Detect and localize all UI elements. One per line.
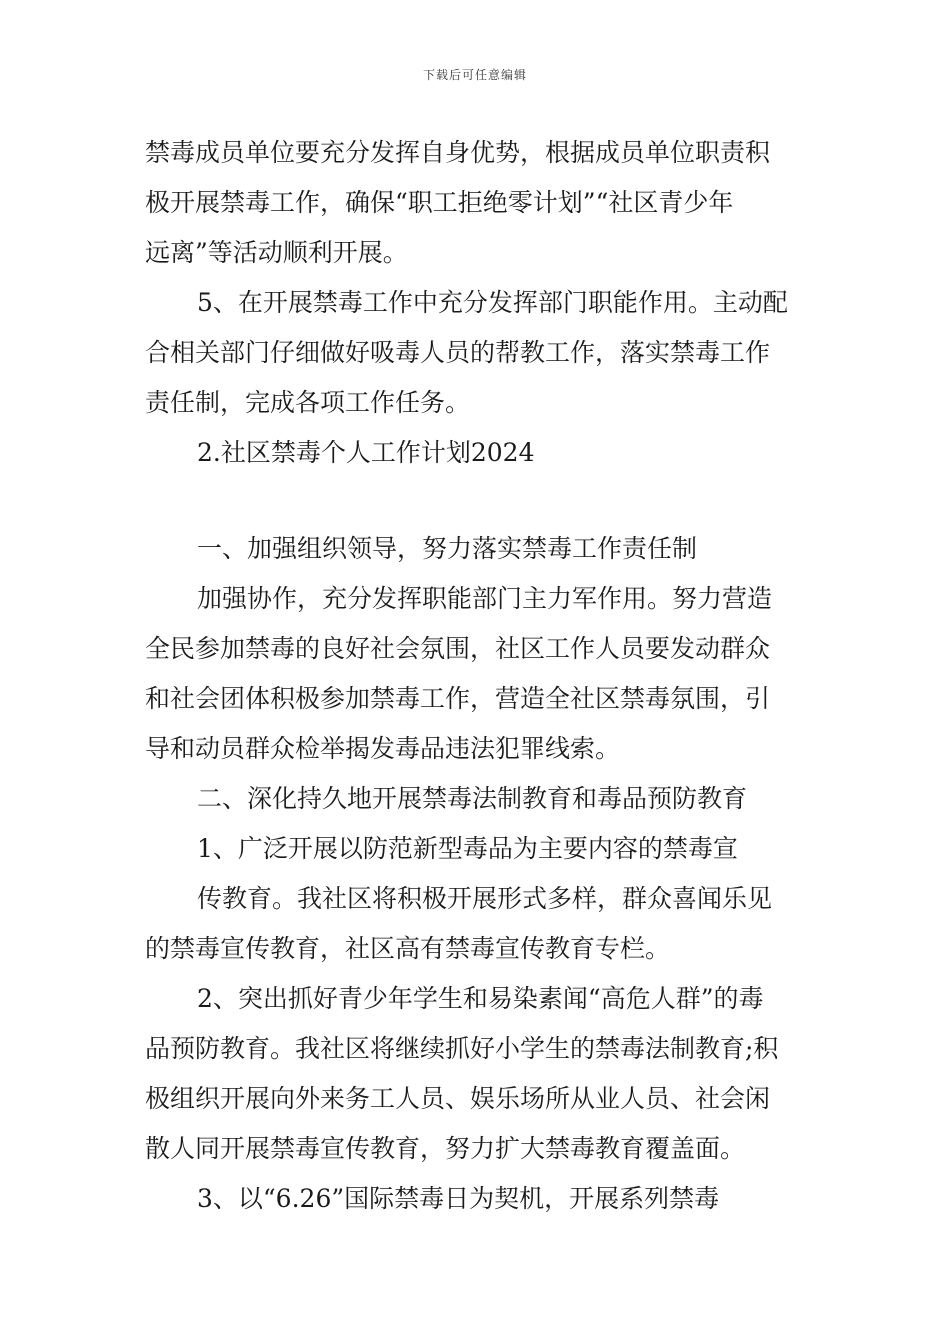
heading-two: 二、深化持久地开展禁毒法制教育和毒品预防教育	[197, 784, 748, 813]
body-line: 极组织开展向外来务工人员、娱乐场所从业人员、社会闲	[145, 1084, 771, 1113]
body-line: 和社会团体积极参加禁毒工作，营造全社区禁毒氛围，引	[145, 684, 771, 713]
blank-gap	[145, 478, 807, 524]
body-line: 极开展禁毒工作，确保“职工拒绝零计划”“社区青少年	[145, 188, 734, 217]
heading-one: 一、加强组织领导，努力落实禁毒工作责任制	[197, 534, 698, 563]
body-line: 1、广泛开展以防范新型毒品为主要内容的禁毒宣	[197, 834, 738, 863]
body-line: 责任制，完成各项工作任务。	[145, 388, 471, 417]
body-line: 2、突出抓好青少年学生和易染素闻“高危人群”的毒	[197, 984, 764, 1013]
body-line: 合相关部门仔细做好吸毒人员的帮教工作，落实禁毒工作	[145, 338, 771, 367]
body-line: 的禁毒宣传教育，社区高有禁毒宣传教育专栏。	[145, 934, 671, 963]
body-line: 5、在开展禁毒工作中充分发挥部门职能作用。主动配	[197, 288, 788, 317]
body-line: 散人同开展禁毒宣传教育，努力扩大禁毒教育覆盖面。	[145, 1134, 746, 1163]
body-line: 禁毒成员单位要充分发挥自身优势，根据成员单位职责积	[145, 138, 771, 167]
body-line: 3、以“6.26”国际禁毒日为契机，开展系列禁毒	[197, 1184, 720, 1213]
body-line: 品预防教育。我社区将继续抓好小学生的禁毒法制教育;积	[145, 1034, 779, 1063]
body-line: 远离”等活动顺利开展。	[145, 238, 408, 267]
body-line: 传教育。我社区将积极开展形式多样，群众喜闻乐见	[197, 884, 773, 913]
section-title: 2.社区禁毒个人工作计划2024	[197, 438, 535, 467]
download-note: 下载后可任意编辑	[422, 68, 527, 82]
body-line: 加强协作，充分发挥职能部门主力军作用。努力营造	[197, 584, 773, 613]
body-line: 导和动员群众检举揭发毒品违法犯罪线索。	[145, 734, 621, 763]
document-body	[145, 128, 807, 1224]
body-line: 全民参加禁毒的良好社会氛围，社区工作人员要发动群众	[145, 634, 771, 663]
